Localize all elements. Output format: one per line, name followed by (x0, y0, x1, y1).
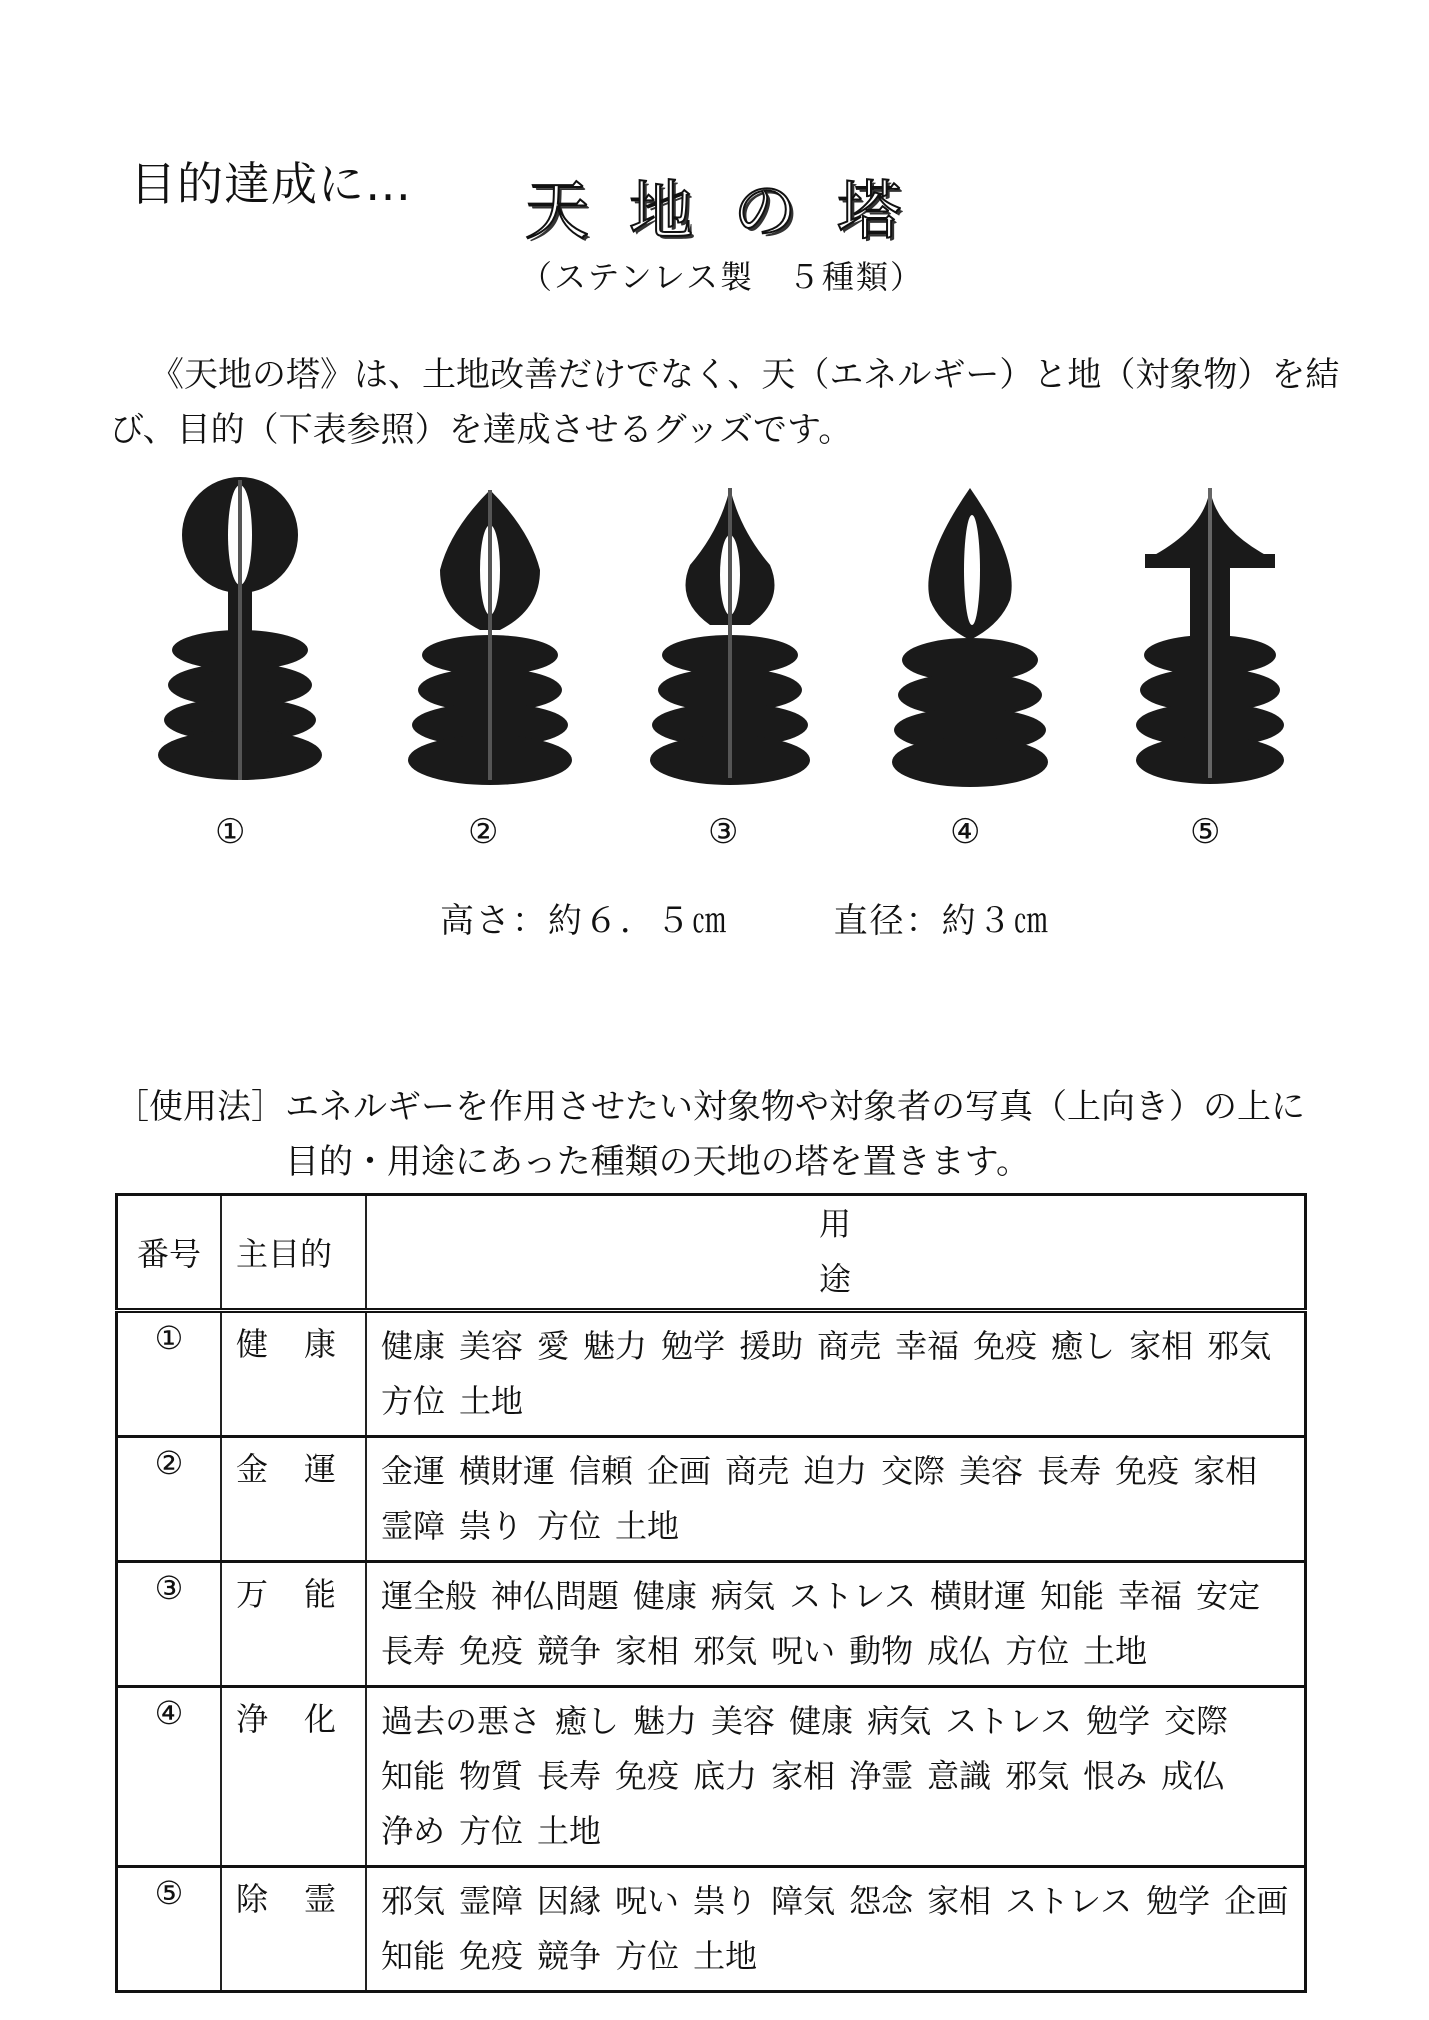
use-item: 幸福 (895, 1327, 960, 1365)
purpose-char: 金 (236, 1450, 269, 1488)
use-item: 企画 (647, 1452, 712, 1490)
lead-heading: 目的達成に… (130, 157, 412, 211)
use-item: 祟り (459, 1507, 524, 1545)
product-label: ② (468, 812, 499, 852)
purpose-table (115, 1193, 1307, 1993)
use-item: 健康 (381, 1327, 446, 1365)
usage-tag: ［使用法］ (115, 1087, 285, 1127)
use-item: 土地 (615, 1507, 680, 1545)
row-purpose (221, 1437, 366, 1562)
row-purpose (221, 1311, 366, 1437)
product-label: ③ (708, 812, 739, 852)
use-item: 競争 (537, 1632, 602, 1670)
row-uses (366, 1437, 1306, 1562)
diameter-spec: 直径：約３㎝ (833, 901, 1050, 941)
table-header-row (117, 1195, 1306, 1311)
purpose-char: 能 (303, 1575, 336, 1613)
purpose-char: 除 (236, 1880, 269, 1918)
use-item: 家相 (771, 1757, 836, 1795)
intro-line-1: 《天地の塔》は、土地改善だけでなく、天（エネルギー）と地（対象物）を結 (150, 355, 1340, 395)
use-item: 家相 (1193, 1452, 1258, 1490)
use-item: 迫力 (803, 1452, 868, 1490)
use-item: 底力 (693, 1757, 758, 1795)
use-item: 魅力 (633, 1702, 698, 1740)
tower-1-image (150, 470, 350, 810)
use-item: 免疫 (459, 1937, 524, 1975)
use-item: 安定 (1196, 1577, 1261, 1615)
row-uses (366, 1311, 1306, 1437)
purpose-char: 霊 (303, 1880, 336, 1918)
table-row (117, 1687, 1306, 1867)
product-label: ⑤ (1190, 812, 1221, 852)
use-item: 霊障 (459, 1882, 524, 1920)
use-item: 家相 (927, 1882, 992, 1920)
use-item: 交際 (1164, 1702, 1229, 1740)
row-purpose (221, 1867, 366, 1992)
row-number: ⑤ (117, 1867, 222, 1992)
use-item: 邪気 (693, 1632, 758, 1670)
use-item: 霊障 (381, 1507, 446, 1545)
intro-paragraph (110, 348, 1340, 458)
use-item: 援助 (739, 1327, 804, 1365)
page-title: 天地の塔 (525, 175, 941, 249)
use-item: 方位 (1005, 1632, 1070, 1670)
use-item: 横財運 (930, 1577, 1027, 1615)
header-number: 番号 (117, 1195, 222, 1311)
use-item: 免疫 (615, 1757, 680, 1795)
use-item: 土地 (693, 1937, 758, 1975)
row-uses (366, 1687, 1306, 1867)
use-item: 因縁 (537, 1882, 602, 1920)
usage-line-2: 目的・用途にあった種類の天地の塔を置きます。 (285, 1142, 1030, 1182)
table-row (117, 1311, 1306, 1437)
use-item: 障気 (771, 1882, 836, 1920)
use-item: 美容 (711, 1702, 776, 1740)
use-item: 交際 (881, 1452, 946, 1490)
table-row (117, 1867, 1306, 1992)
use-item: 成仏 (927, 1632, 992, 1670)
product-label: ④ (950, 812, 981, 852)
use-item: 金運 (381, 1452, 446, 1490)
use-item: 幸福 (1118, 1577, 1183, 1615)
use-item: 邪気 (381, 1882, 446, 1920)
use-item: 祟り (693, 1882, 758, 1920)
use-item: 怨念 (849, 1882, 914, 1920)
use-item: 浄霊 (849, 1757, 914, 1795)
row-uses (366, 1562, 1306, 1687)
use-item: 病気 (867, 1702, 932, 1740)
tower-3-image (630, 470, 830, 810)
row-uses (366, 1867, 1306, 1992)
use-item: 健康 (789, 1702, 854, 1740)
use-item: 意識 (927, 1757, 992, 1795)
use-item: 土地 (1083, 1632, 1148, 1670)
purpose-char: 化 (303, 1700, 336, 1738)
use-item: 勉学 (1086, 1702, 1151, 1740)
product-images (150, 470, 1330, 810)
use-item: 勉学 (1146, 1882, 1211, 1920)
use-item: 恨み (1083, 1757, 1148, 1795)
usage-instructions (115, 1080, 1305, 1190)
use-item: 病気 (711, 1577, 776, 1615)
product-labels (150, 812, 1330, 862)
tower-4-image (870, 470, 1070, 810)
use-item: 運全般 (381, 1577, 478, 1615)
row-number: ① (117, 1311, 222, 1437)
use-item: 商売 (817, 1327, 882, 1365)
purpose-char: 浄 (236, 1700, 269, 1738)
tower-2-image (390, 470, 590, 810)
use-item: 土地 (459, 1382, 524, 1420)
use-item: ストレス (945, 1702, 1073, 1740)
use-item: 長寿 (1037, 1452, 1102, 1490)
use-item: 商売 (725, 1452, 790, 1490)
purpose-char: 康 (303, 1325, 336, 1363)
use-item: 方位 (381, 1382, 446, 1420)
use-item: 勉学 (661, 1327, 726, 1365)
use-item: 土地 (537, 1812, 602, 1850)
use-item: 美容 (459, 1327, 524, 1365)
use-item: 魅力 (583, 1327, 648, 1365)
use-item: 知能 (1040, 1577, 1105, 1615)
use-item: 過去の悪さ (381, 1702, 542, 1740)
use-item: 知能 (381, 1937, 446, 1975)
row-number: ③ (117, 1562, 222, 1687)
use-item: 長寿 (381, 1632, 446, 1670)
use-item: 美容 (959, 1452, 1024, 1490)
use-item: 癒し (555, 1702, 620, 1740)
use-item: 方位 (537, 1507, 602, 1545)
product-label: ① (215, 812, 246, 852)
use-item: 癒し (1051, 1327, 1116, 1365)
use-item: 競争 (537, 1937, 602, 1975)
use-item: 企画 (1224, 1882, 1289, 1920)
header-purpose: 主目的 (221, 1195, 366, 1311)
use-item: 呪い (615, 1882, 680, 1920)
intro-line-2: び、目的（下表参照）を達成させるグッズです。 (110, 410, 853, 450)
use-item: 邪気 (1207, 1327, 1272, 1365)
use-item: 方位 (459, 1812, 524, 1850)
dimensions (440, 893, 1050, 942)
use-item: 方位 (615, 1937, 680, 1975)
use-item: 知能 (381, 1757, 446, 1795)
row-number: ② (117, 1437, 222, 1562)
table-row (117, 1562, 1306, 1687)
use-item: ストレス (1005, 1882, 1133, 1920)
use-item: 長寿 (537, 1757, 602, 1795)
use-item: 神仏問題 (491, 1577, 620, 1615)
use-item: 浄め (381, 1812, 446, 1850)
use-item: 呪い (771, 1632, 836, 1670)
row-number: ④ (117, 1687, 222, 1867)
tower-5-image (1110, 470, 1310, 810)
usage-line-1: エネルギーを作用させたい対象物や対象者の写真（上向き）の上に (285, 1087, 1305, 1127)
use-item: 免疫 (1115, 1452, 1180, 1490)
use-item: 信頼 (569, 1452, 634, 1490)
row-purpose (221, 1687, 366, 1867)
use-item: 家相 (1129, 1327, 1194, 1365)
header-uses: 用途 (366, 1195, 1306, 1311)
use-item: 免疫 (973, 1327, 1038, 1365)
use-item: 物質 (459, 1757, 524, 1795)
use-item: 動物 (849, 1632, 914, 1670)
row-purpose (221, 1562, 366, 1687)
purpose-char: 健 (236, 1325, 269, 1363)
use-item: 愛 (537, 1327, 570, 1365)
use-item: 成仏 (1161, 1757, 1226, 1795)
use-item: ストレス (789, 1577, 917, 1615)
use-item: 健康 (633, 1577, 698, 1615)
height-spec: 高さ：約６．５㎝ (440, 901, 728, 941)
purpose-char: 運 (303, 1450, 336, 1488)
use-item: 横財運 (459, 1452, 556, 1490)
use-item: 家相 (615, 1632, 680, 1670)
use-item: 免疫 (459, 1632, 524, 1670)
table-row (117, 1437, 1306, 1562)
purpose-char: 万 (236, 1575, 269, 1613)
subtitle: （ステンレス製 ５種類） (520, 258, 925, 296)
use-item: 邪気 (1005, 1757, 1070, 1795)
